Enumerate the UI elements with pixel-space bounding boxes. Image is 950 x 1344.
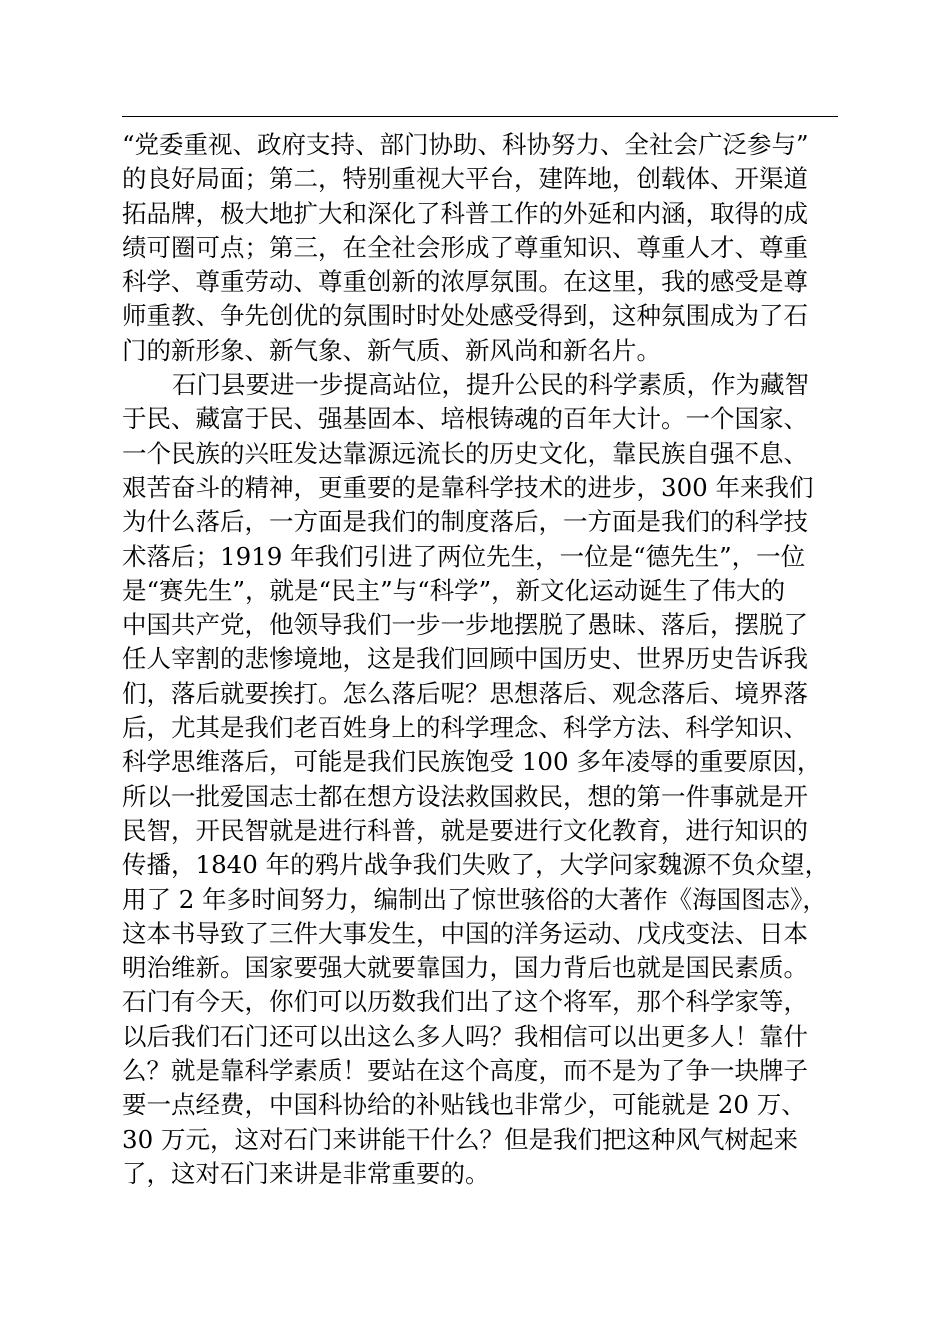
text-line: 师重教、争先创优的氛围时时处处感受得到，这种氛围成为了石 bbox=[122, 301, 808, 331]
text-line: “党委重视、政府支持、部门协助、科协努力、全社会广泛参与” bbox=[122, 130, 809, 159]
text-line: 民智，开民智就是进行科普，就是要进行文化教育，进行知识的 bbox=[122, 815, 808, 845]
text-line: 们，落后就要挨打。怎么落后呢？思想落后、观念落后、境界落 bbox=[122, 678, 808, 708]
text-line: 中国共产党，他领导我们一步一步地摆脱了愚昧、落后，摆脱了 bbox=[122, 610, 808, 640]
text-line: 么？就是靠科学素质！要站在这个高度，而不是为了争一块牌子 bbox=[122, 1056, 808, 1086]
text-line: 传播，1840 年的鸦片战争我们失败了，大学问家魏源不负众望， bbox=[122, 850, 830, 880]
text-line: 石门县要进一步提高站位，提升公民的科学素质，作为藏智 bbox=[172, 370, 809, 400]
paragraph-2 bbox=[122, 368, 862, 1191]
paragraph-1 bbox=[122, 128, 862, 368]
text-line: 一个民族的兴旺发达靠源远流长的历史文化，靠民族自强不息、 bbox=[122, 438, 808, 468]
text-line: 以后我们石门还可以出这么多人吗？我相信可以出更多人！靠什 bbox=[122, 1021, 808, 1051]
text-line: 术落后；1919 年我们引进了两位先生，一位是“德先生”，一位 bbox=[122, 541, 806, 571]
text-line: 后，尤其是我们老百姓身上的科学理念、科学方法、科学知识、 bbox=[122, 713, 808, 743]
text-line: 为什么落后，一方面是我们的制度落后，一方面是我们的科学技 bbox=[122, 507, 808, 537]
text-line: 艰苦奋斗的精神，更重要的是靠科学技术的进步，300 年来我们 bbox=[122, 472, 814, 502]
text-line: 用了 2 年多时间努力，编制出了惊世骇俗的大著作《海国图志》， bbox=[122, 884, 827, 914]
text-line: 这本书导致了三件大事发生，中国的洋务运动、戊戌变法、日本 bbox=[122, 918, 808, 948]
text-line: 要一点经费，中国科协给的补贴钱也非常少，可能就是 20 万、 bbox=[122, 1090, 806, 1120]
document-body bbox=[122, 128, 862, 1191]
text-line: 科学思维落后，可能是我们民族饱受 100 多年凌辱的重要原因， bbox=[122, 747, 822, 777]
text-line: 的良好局面；第二，特别重视大平台，建阵地，创载体、开渠道 bbox=[122, 164, 808, 194]
text-line: 任人宰割的悲惨境地，这是我们回顾中国历史、世界历史告诉我 bbox=[122, 644, 808, 674]
text-line: 于民、藏富于民、强基固本、培根铸魂的百年大计。一个国家、 bbox=[122, 404, 808, 434]
text-line: 所以一批爱国志士都在想方设法救国救民，想的第一件事就是开 bbox=[122, 781, 808, 811]
text-line: 门的新形象、新气象、新气质、新风尚和新名片。 bbox=[122, 335, 661, 365]
text-line: 科学、尊重劳动、尊重创新的浓厚氛围。在这里，我的感受是尊 bbox=[122, 267, 808, 297]
text-line: 拓品牌，极大地扩大和深化了科普工作的外延和内涵，取得的成 bbox=[122, 198, 808, 228]
header-rule bbox=[122, 116, 838, 117]
text-line: 了，这对石门来讲是非常重要的。 bbox=[122, 1158, 490, 1188]
text-line: 30 万元，这对石门来讲能干什么？但是我们把这种风气树起来 bbox=[122, 1124, 798, 1154]
text-line: 是“赛先生”，就是“民主”与“科学”，新文化运动诞生了伟大的 bbox=[122, 575, 786, 605]
text-line: 明治维新。国家要强大就要靠国力，国力背后也就是国民素质。 bbox=[122, 953, 808, 983]
text-line: 石门有今天，你们可以历数我们出了这个将军，那个科学家等， bbox=[122, 987, 808, 1017]
text-line: 绩可圈可点；第三，在全社会形成了尊重知识、尊重人才、尊重 bbox=[122, 232, 808, 262]
